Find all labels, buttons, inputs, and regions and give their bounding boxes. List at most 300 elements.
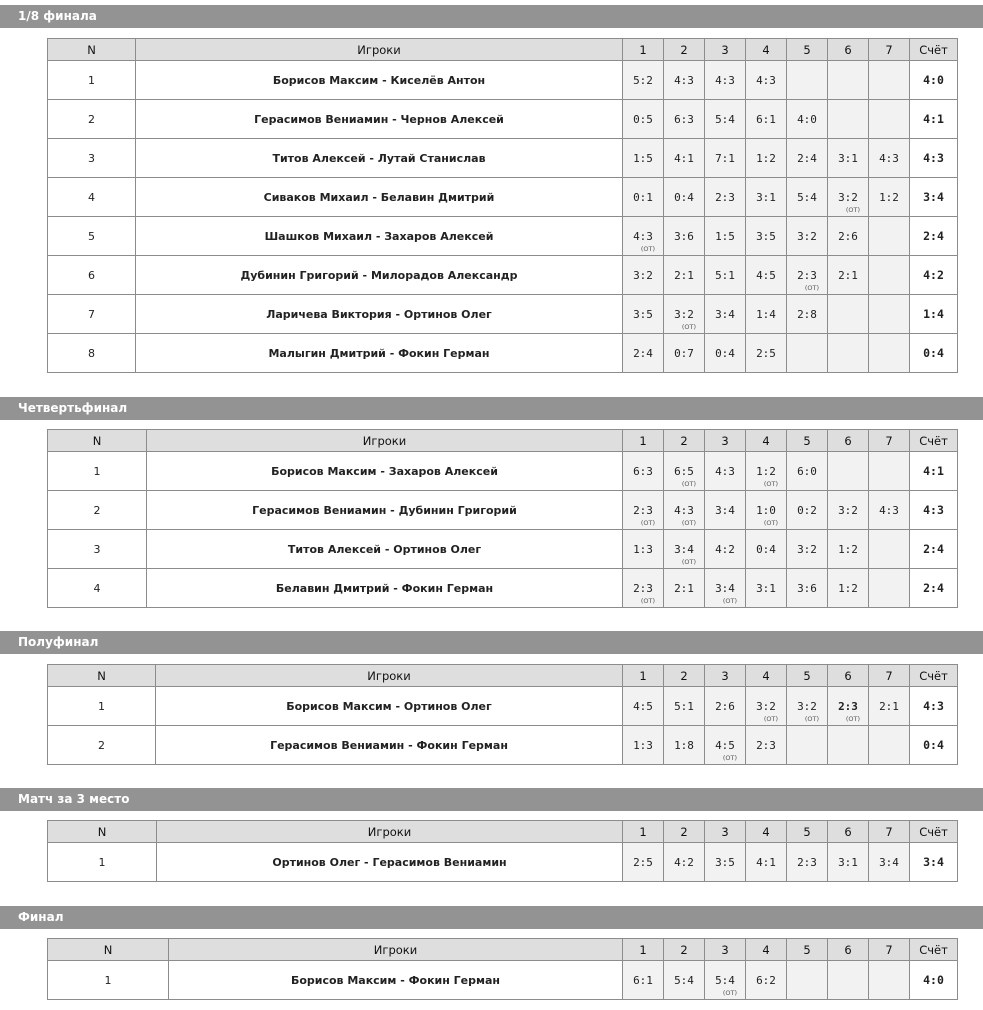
match-players: Ларичева Виктория - Ортинов Олег: [136, 295, 623, 334]
set-score-cell: [664, 843, 705, 882]
set-score-cell: [828, 178, 869, 217]
column-header-set-7: 7: [869, 821, 910, 843]
set-score: 6:0: [797, 464, 817, 478]
set-score-cell: [869, 452, 910, 491]
set-score: 2:1: [879, 699, 899, 713]
set-score: 2:3: [633, 503, 653, 517]
set-score-cell: [787, 569, 828, 608]
set-score: 0:4: [756, 542, 776, 556]
set-score-cell: [705, 217, 746, 256]
overtime-mark: (ОТ): [681, 323, 696, 331]
match-total-score: 4:0: [910, 61, 958, 100]
set-score-cell: [746, 843, 787, 882]
set-score-cell: [705, 256, 746, 295]
set-score-cell: [623, 295, 664, 334]
overtime-mark: (ОТ): [763, 715, 778, 723]
overtime-mark: (ОТ): [722, 597, 737, 605]
match-row: [48, 217, 958, 256]
set-score: 1:3: [633, 542, 653, 556]
set-score-cell: [746, 687, 787, 726]
set-score: 4:1: [756, 855, 776, 869]
set-score: 6:3: [633, 464, 653, 478]
match-row: [48, 334, 958, 373]
set-score-cell: [705, 843, 746, 882]
set-score: 2:4: [797, 151, 817, 165]
match-row: [48, 726, 958, 765]
set-score: 4:3: [879, 151, 899, 165]
set-score: 4:5: [633, 699, 653, 713]
results-table-third-place: [47, 820, 958, 882]
overtime-mark: (ОТ): [845, 206, 860, 214]
set-score: 4:3: [756, 73, 776, 87]
set-score-cell: [746, 256, 787, 295]
set-score-cell: [664, 178, 705, 217]
set-score-cell: [746, 295, 787, 334]
match-total-score: 0:4: [910, 334, 958, 373]
set-score-cell: [828, 452, 869, 491]
column-header-set-7: 7: [869, 39, 910, 61]
set-score-cell: [787, 256, 828, 295]
set-score-cell: [623, 726, 664, 765]
column-header-players: Игроки: [157, 821, 623, 843]
set-score-cell: [664, 139, 705, 178]
set-score: 0:1: [633, 190, 653, 204]
match-players: Борисов Максим - Захаров Алексей: [147, 452, 623, 491]
set-score-cell: [705, 491, 746, 530]
column-header-score: Счёт: [910, 39, 958, 61]
set-score-cell: [828, 961, 869, 1000]
set-score: 2:6: [715, 699, 735, 713]
set-score: 0:4: [674, 190, 694, 204]
set-score: 4:3: [674, 73, 694, 87]
match-players: Сиваков Михаил - Белавин Дмитрий: [136, 178, 623, 217]
column-header-set-3: 3: [705, 665, 746, 687]
column-header-set-1: 1: [623, 39, 664, 61]
set-score: 4:3: [715, 73, 735, 87]
set-score: 3:1: [838, 151, 858, 165]
column-header-set-2: 2: [664, 665, 705, 687]
set-score: 2:1: [674, 268, 694, 282]
set-score-cell: [828, 334, 869, 373]
set-score-cell: [828, 295, 869, 334]
match-number: 7: [48, 295, 136, 334]
section-header-third-place: Матч за 3 место: [0, 788, 983, 811]
results-table-final: [47, 938, 958, 1000]
set-score-cell: [705, 334, 746, 373]
set-score-cell: [787, 295, 828, 334]
column-header-set-6: 6: [828, 939, 869, 961]
column-header-set-7: 7: [869, 665, 910, 687]
set-score-cell: [828, 687, 869, 726]
set-score-cell: [869, 530, 910, 569]
set-score-cell: [828, 217, 869, 256]
set-score-cell: [623, 452, 664, 491]
set-score-cell: [787, 687, 828, 726]
set-score: 2:3: [797, 268, 817, 282]
set-score: 2:3: [797, 855, 817, 869]
match-number: 2: [48, 491, 147, 530]
set-score-cell: [746, 334, 787, 373]
set-score-cell: [705, 100, 746, 139]
set-score: 2:5: [633, 855, 653, 869]
set-score-cell: [787, 178, 828, 217]
set-score-cell: [828, 726, 869, 765]
match-row: [48, 961, 958, 1000]
set-score-cell: [869, 100, 910, 139]
set-score-cell: [787, 61, 828, 100]
match-total-score: 4:1: [910, 452, 958, 491]
match-total-score: 1:4: [910, 295, 958, 334]
match-total-score: 3:4: [910, 843, 958, 882]
match-players: Борисов Максим - Киселёв Антон: [136, 61, 623, 100]
match-number: 5: [48, 217, 136, 256]
set-score-cell: [787, 139, 828, 178]
match-players: Герасимов Вениамин - Фокин Герман: [156, 726, 623, 765]
results-table-semifinal: [47, 664, 958, 765]
section-header-round-of-16: 1/8 финала: [0, 5, 983, 28]
set-score-cell: [664, 295, 705, 334]
set-score-cell: [828, 256, 869, 295]
overtime-mark: (ОТ): [640, 519, 655, 527]
set-score-cell: [869, 139, 910, 178]
set-score-cell: [664, 452, 705, 491]
section-header-quarterfinal: Четвертьфинал: [0, 397, 983, 420]
column-header-set-3: 3: [705, 430, 746, 452]
column-header-set-6: 6: [828, 430, 869, 452]
column-header-n: N: [48, 39, 136, 61]
match-number: 6: [48, 256, 136, 295]
column-header-set-4: 4: [746, 939, 787, 961]
set-score: 3:5: [715, 855, 735, 869]
set-score-cell: [623, 687, 664, 726]
column-header-n: N: [48, 939, 169, 961]
results-table-quarterfinal: [47, 429, 958, 608]
set-score-cell: [705, 726, 746, 765]
set-score-cell: [869, 687, 910, 726]
column-header-set-7: 7: [869, 939, 910, 961]
set-score-cell: [746, 569, 787, 608]
column-header-set-3: 3: [705, 939, 746, 961]
set-score: 3:4: [715, 503, 735, 517]
set-score: 3:4: [715, 581, 735, 595]
column-header-score: Счёт: [910, 430, 958, 452]
set-score-cell: [623, 217, 664, 256]
set-score: 1:5: [633, 151, 653, 165]
set-score-cell: [623, 491, 664, 530]
column-header-players: Игроки: [136, 39, 623, 61]
set-score-cell: [623, 61, 664, 100]
set-score: 3:2: [838, 190, 858, 204]
match-players: Белавин Дмитрий - Фокин Герман: [147, 569, 623, 608]
set-score: 4:5: [715, 738, 735, 752]
column-header-set-4: 4: [746, 821, 787, 843]
column-header-score: Счёт: [910, 665, 958, 687]
set-score-cell: [787, 217, 828, 256]
column-header-set-5: 5: [787, 665, 828, 687]
column-header-n: N: [48, 821, 157, 843]
set-score: 3:2: [838, 503, 858, 517]
overtime-mark: (ОТ): [722, 989, 737, 997]
set-score-cell: [664, 569, 705, 608]
set-score: 3:2: [797, 542, 817, 556]
match-number: 3: [48, 530, 147, 569]
set-score-cell: [705, 139, 746, 178]
set-score: 1:2: [838, 581, 858, 595]
match-players: Дубинин Григорий - Милорадов Александр: [136, 256, 623, 295]
set-score: 1:2: [756, 151, 776, 165]
overtime-mark: (ОТ): [681, 558, 696, 566]
set-score-cell: [746, 726, 787, 765]
set-score-cell: [828, 491, 869, 530]
set-score: 4:1: [674, 151, 694, 165]
set-score: 3:6: [797, 581, 817, 595]
set-score-cell: [869, 843, 910, 882]
column-header-set-1: 1: [623, 821, 664, 843]
set-score-cell: [664, 217, 705, 256]
match-row: [48, 687, 958, 726]
set-score-cell: [705, 178, 746, 217]
set-score-cell: [869, 491, 910, 530]
header-row: [48, 939, 958, 961]
set-score-cell: [705, 569, 746, 608]
set-score-cell: [664, 100, 705, 139]
set-score: 3:4: [879, 855, 899, 869]
match-total-score: 4:2: [910, 256, 958, 295]
set-score: 1:2: [756, 464, 776, 478]
overtime-mark: (ОТ): [763, 480, 778, 488]
column-header-set-3: 3: [705, 821, 746, 843]
set-score: 3:1: [756, 581, 776, 595]
match-row: [48, 569, 958, 608]
set-score: 4:0: [797, 112, 817, 126]
column-header-set-2: 2: [664, 39, 705, 61]
match-players: Малыгин Дмитрий - Фокин Герман: [136, 334, 623, 373]
set-score: 5:4: [715, 112, 735, 126]
set-score: 5:2: [633, 73, 653, 87]
set-score: 2:6: [838, 229, 858, 243]
set-score-cell: [664, 726, 705, 765]
match-number: 2: [48, 100, 136, 139]
set-score-cell: [787, 961, 828, 1000]
overtime-mark: (ОТ): [804, 715, 819, 723]
match-players: Борисов Максим - Ортинов Олег: [156, 687, 623, 726]
set-score-cell: [623, 530, 664, 569]
set-score-cell: [787, 100, 828, 139]
set-score-cell: [787, 843, 828, 882]
column-header-score: Счёт: [910, 821, 958, 843]
match-total-score: 2:4: [910, 569, 958, 608]
match-number: 1: [48, 843, 157, 882]
set-score-cell: [664, 530, 705, 569]
set-score: 2:3: [715, 190, 735, 204]
set-score: 3:4: [674, 542, 694, 556]
set-score-cell: [869, 256, 910, 295]
match-row: [48, 256, 958, 295]
match-players: Титов Алексей - Лутай Станислав: [136, 139, 623, 178]
set-score: 3:2: [674, 307, 694, 321]
set-score-cell: [623, 100, 664, 139]
match-total-score: 2:4: [910, 530, 958, 569]
set-score: 6:1: [756, 112, 776, 126]
column-header-set-5: 5: [787, 430, 828, 452]
column-header-players: Игроки: [147, 430, 623, 452]
match-total-score: 4:0: [910, 961, 958, 1000]
set-score: 4:3: [674, 503, 694, 517]
set-score-cell: [664, 961, 705, 1000]
set-score-cell: [664, 334, 705, 373]
set-score: 6:3: [674, 112, 694, 126]
set-score: 0:4: [715, 346, 735, 360]
overtime-mark: (ОТ): [845, 715, 860, 723]
match-number: 3: [48, 139, 136, 178]
set-score-cell: [664, 687, 705, 726]
set-score: 3:2: [633, 268, 653, 282]
set-score: 3:2: [797, 229, 817, 243]
header-row: [48, 39, 958, 61]
set-score: 2:5: [756, 346, 776, 360]
match-row: [48, 295, 958, 334]
set-score-cell: [664, 491, 705, 530]
set-score-cell: [705, 61, 746, 100]
match-players: Ортинов Олег - Герасимов Вениамин: [157, 843, 623, 882]
match-number: 4: [48, 178, 136, 217]
match-number: 1: [48, 452, 147, 491]
set-score: 2:4: [633, 346, 653, 360]
column-header-n: N: [48, 430, 147, 452]
set-score-cell: [705, 961, 746, 1000]
header-row: [48, 665, 958, 687]
set-score: 4:2: [715, 542, 735, 556]
set-score-cell: [746, 178, 787, 217]
set-score-cell: [869, 217, 910, 256]
column-header-set-7: 7: [869, 430, 910, 452]
overtime-mark: (ОТ): [640, 597, 655, 605]
set-score-cell: [869, 334, 910, 373]
set-score-cell: [746, 530, 787, 569]
column-header-set-2: 2: [664, 821, 705, 843]
set-score: 7:1: [715, 151, 735, 165]
set-score-cell: [623, 256, 664, 295]
column-header-n: N: [48, 665, 156, 687]
set-score: 3:1: [838, 855, 858, 869]
column-header-set-4: 4: [746, 665, 787, 687]
set-score: 5:1: [715, 268, 735, 282]
set-score-cell: [828, 61, 869, 100]
set-score: 6:5: [674, 464, 694, 478]
match-number: 2: [48, 726, 156, 765]
set-score-cell: [623, 843, 664, 882]
set-score-cell: [869, 295, 910, 334]
set-score-cell: [828, 569, 869, 608]
set-score: 1:4: [756, 307, 776, 321]
match-total-score: 4:1: [910, 100, 958, 139]
column-header-set-6: 6: [828, 821, 869, 843]
match-number: 1: [48, 687, 156, 726]
set-score: 2:3: [838, 699, 858, 713]
match-players: Борисов Максим - Фокин Герман: [169, 961, 623, 1000]
overtime-mark: (ОТ): [681, 519, 696, 527]
section-header-final: Финал: [0, 906, 983, 929]
match-row: [48, 178, 958, 217]
set-score-cell: [705, 452, 746, 491]
match-total-score: 4:3: [910, 491, 958, 530]
match-total-score: 4:3: [910, 139, 958, 178]
column-header-set-6: 6: [828, 665, 869, 687]
set-score-cell: [664, 61, 705, 100]
set-score: 2:3: [756, 738, 776, 752]
match-number: 1: [48, 961, 169, 1000]
column-header-players: Игроки: [156, 665, 623, 687]
column-header-score: Счёт: [910, 939, 958, 961]
set-score: 3:2: [797, 699, 817, 713]
match-row: [48, 491, 958, 530]
column-header-set-5: 5: [787, 939, 828, 961]
column-header-set-2: 2: [664, 939, 705, 961]
set-score: 6:2: [756, 973, 776, 987]
match-total-score: 2:4: [910, 217, 958, 256]
set-score-cell: [623, 569, 664, 608]
match-row: [48, 452, 958, 491]
set-score-cell: [623, 139, 664, 178]
set-score: 5:4: [674, 973, 694, 987]
column-header-set-6: 6: [828, 39, 869, 61]
set-score-cell: [623, 961, 664, 1000]
match-number: 4: [48, 569, 147, 608]
header-row: [48, 430, 958, 452]
set-score: 0:2: [797, 503, 817, 517]
set-score: 1:8: [674, 738, 694, 752]
set-score: 4:2: [674, 855, 694, 869]
set-score: 0:5: [633, 112, 653, 126]
column-header-set-5: 5: [787, 821, 828, 843]
match-players: Герасимов Вениамин - Чернов Алексей: [136, 100, 623, 139]
set-score-cell: [828, 139, 869, 178]
set-score-cell: [869, 726, 910, 765]
header-row: [48, 821, 958, 843]
match-number: 1: [48, 61, 136, 100]
match-players: Шашков Михаил - Захаров Алексей: [136, 217, 623, 256]
set-score-cell: [705, 295, 746, 334]
set-score: 4:3: [879, 503, 899, 517]
set-score: 5:1: [674, 699, 694, 713]
column-header-set-3: 3: [705, 39, 746, 61]
match-total-score: 0:4: [910, 726, 958, 765]
set-score: 5:4: [715, 973, 735, 987]
set-score: 3:4: [715, 307, 735, 321]
set-score-cell: [705, 530, 746, 569]
match-row: [48, 100, 958, 139]
set-score: 6:1: [633, 973, 653, 987]
match-players: Герасимов Вениамин - Дубинин Григорий: [147, 491, 623, 530]
column-header-set-1: 1: [623, 939, 664, 961]
column-header-set-1: 1: [623, 665, 664, 687]
set-score-cell: [746, 961, 787, 1000]
set-score: 2:8: [797, 307, 817, 321]
set-score: 1:2: [879, 190, 899, 204]
set-score-cell: [746, 217, 787, 256]
set-score-cell: [623, 334, 664, 373]
set-score-cell: [828, 100, 869, 139]
set-score: 4:3: [715, 464, 735, 478]
column-header-set-5: 5: [787, 39, 828, 61]
results-table-round-of-16: [47, 38, 958, 373]
set-score: 3:5: [633, 307, 653, 321]
set-score-cell: [787, 334, 828, 373]
set-score: 4:3: [633, 229, 653, 243]
set-score-cell: [828, 843, 869, 882]
set-score: 2:1: [674, 581, 694, 595]
set-score-cell: [787, 530, 828, 569]
